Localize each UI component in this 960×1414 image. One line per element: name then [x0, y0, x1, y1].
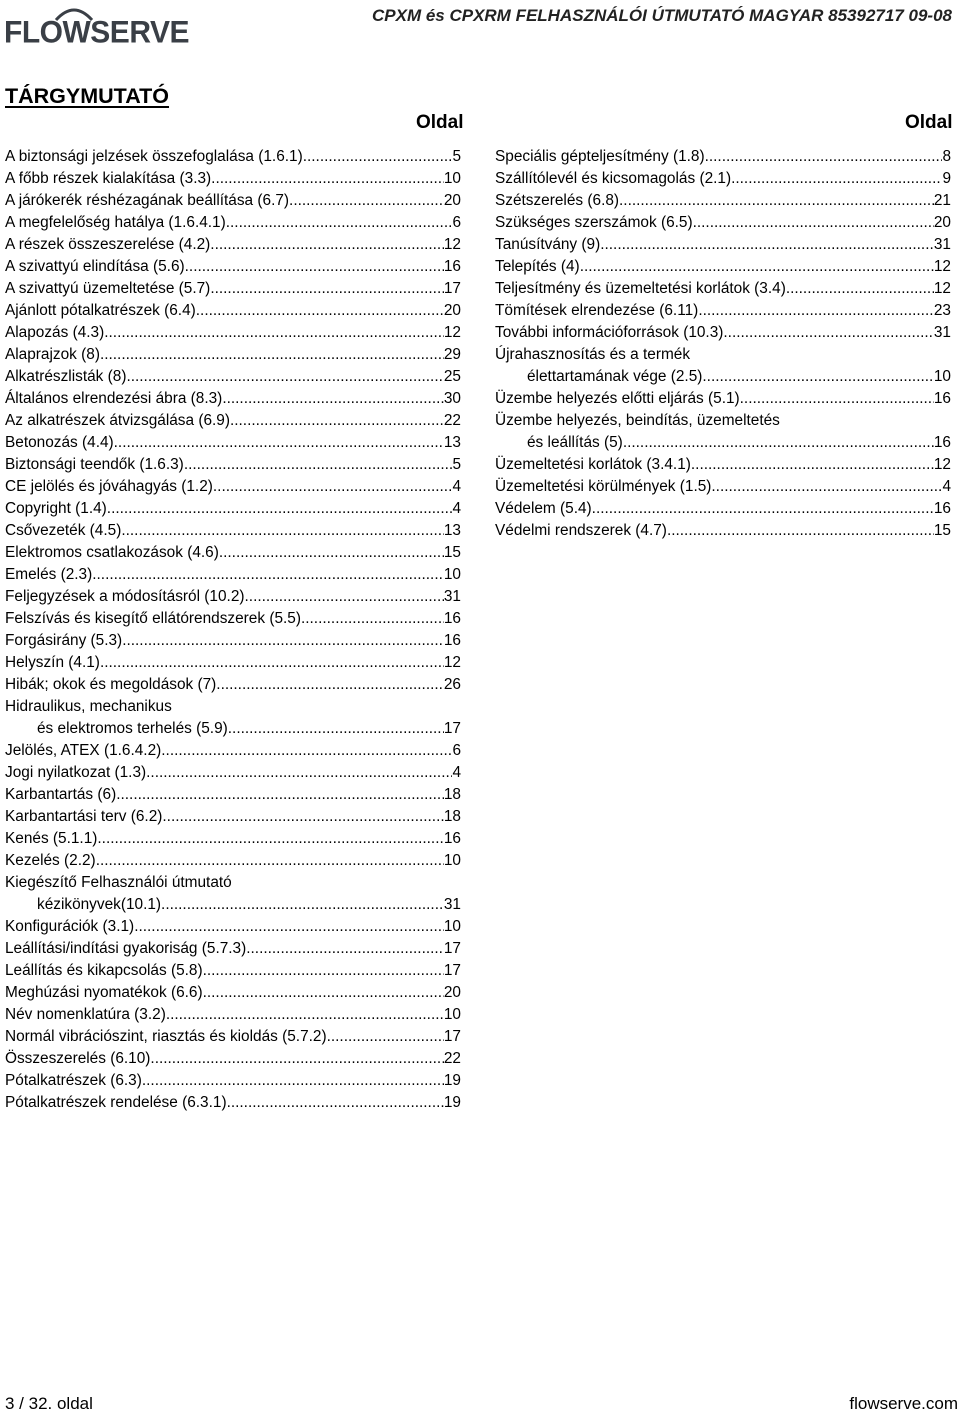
index-entry-page: 12	[443, 236, 461, 253]
index-entry	[5, 696, 461, 718]
index-entry	[5, 608, 461, 630]
footer-website: flowserve.com	[849, 1394, 958, 1413]
leader-dots	[619, 190, 934, 212]
index-entry-page: 16	[933, 500, 951, 517]
index-entry-label: Meghúzási nyomatékok (6.6)	[5, 984, 203, 1001]
index-entry	[495, 410, 951, 432]
leader-dots	[100, 652, 444, 674]
index-entry-page: 10	[443, 918, 461, 935]
leader-dots	[162, 806, 443, 828]
index-entry	[495, 278, 951, 300]
index-entry	[495, 388, 951, 410]
index-entry-label: és leállítás (5)	[527, 434, 623, 451]
leader-dots	[203, 982, 444, 1004]
index-entry-page: 20	[443, 192, 461, 209]
leader-dots	[705, 146, 943, 168]
index-entry-label: Karbantartási terv (6.2)	[5, 808, 163, 825]
index-entry	[495, 366, 951, 388]
leader-dots	[219, 542, 444, 564]
index-entry	[5, 212, 461, 234]
index-entry-page: 31	[443, 588, 461, 605]
index-entry-label: Teljesítmény és üzemeltetési korlátok (3.4)	[495, 280, 786, 297]
leader-dots	[184, 454, 453, 476]
leader-dots	[96, 850, 444, 872]
index-entry	[495, 454, 951, 476]
index-entry	[5, 806, 461, 828]
index-entry-page: 30	[443, 390, 461, 407]
leader-dots	[303, 146, 453, 168]
index-entry-page: 5	[452, 456, 461, 473]
index-entry	[5, 388, 461, 410]
index-entry	[5, 476, 461, 498]
leader-dots	[104, 322, 444, 344]
leader-dots	[693, 212, 934, 234]
index-entry-label: Védelmi rendszerek (4.7)	[495, 522, 667, 539]
index-entry-label: Üzemeltetési korlátok (3.4.1)	[495, 456, 691, 473]
leader-dots	[702, 366, 933, 388]
index-entry	[5, 454, 461, 476]
index-entry-label: CE jelölés és jóváhagyás (1.2)	[5, 478, 213, 495]
leader-dots	[227, 1092, 444, 1114]
index-entry	[5, 784, 461, 806]
index-entry	[5, 322, 461, 344]
index-entry-label: Hidraulikus, mechanikus	[5, 698, 172, 715]
index-entry-label: Hibák; okok és megoldások (7)	[5, 676, 217, 693]
leader-dots	[210, 234, 444, 256]
leader-dots	[623, 432, 934, 454]
index-entry-page: 10	[443, 852, 461, 869]
index-entry-page: 31	[933, 236, 951, 253]
leader-dots	[226, 212, 453, 234]
leader-dots	[731, 168, 942, 190]
index-entry	[5, 630, 461, 652]
index-entry-label: Üzemeltetési körülmények (1.5)	[495, 478, 712, 495]
index-entry-page: 29	[443, 346, 461, 363]
index-entry-page: 22	[443, 1050, 461, 1067]
index-entry-page: 10	[443, 170, 461, 187]
index-entry-label: Összeszerelés (6.10)	[5, 1050, 151, 1067]
index-entry-page: 17	[443, 940, 461, 957]
index-entry-page: 16	[443, 610, 461, 627]
index-entry-label: A főbb részek kialakítása (3.3)	[5, 170, 212, 187]
index-entry	[495, 498, 951, 520]
index-entry	[495, 520, 951, 542]
leader-dots	[203, 960, 444, 982]
index-entry-label: Üzembe helyezés, beindítás, üzemeltetés	[495, 412, 780, 429]
leader-dots	[580, 256, 934, 278]
index-entry-label: és elektromos terhelés (5.9)	[37, 720, 228, 737]
leader-dots	[185, 256, 444, 278]
index-entry-label: Védelem (5.4)	[495, 500, 592, 517]
index-entry	[5, 146, 461, 168]
leader-dots	[216, 674, 444, 696]
leader-dots	[723, 322, 933, 344]
index-entry-label: Speciális gépteljesítmény (1.8)	[495, 148, 705, 165]
index-entry-page: 18	[443, 786, 461, 803]
index-entry-page: 4	[452, 478, 461, 495]
index-entry-page: 15	[443, 544, 461, 561]
index-entry-label: A szivattyú elindítása (5.6)	[5, 258, 185, 275]
index-entry	[495, 256, 951, 278]
index-entry-label: Jelölés, ATEX (1.6.4.2)	[5, 742, 162, 759]
index-entry-page: 13	[443, 522, 461, 539]
leader-dots	[92, 564, 444, 586]
flowserve-logo	[4, 4, 189, 50]
leader-dots	[228, 718, 444, 740]
index-entry-page: 19	[443, 1072, 461, 1089]
leader-dots	[161, 740, 452, 762]
index-entry	[5, 168, 461, 190]
index-entry-page: 17	[443, 962, 461, 979]
leader-dots	[146, 762, 452, 784]
index-entry-page: 17	[443, 280, 461, 297]
index-entry-page: 25	[443, 368, 461, 385]
leader-dots	[592, 498, 934, 520]
index-entry-page: 12	[933, 280, 951, 297]
index-entry	[495, 234, 951, 256]
document-title: CPXM és CPXRM FELHASZNÁLÓI ÚTMUTATÓ MAGYAR 85392717 09-08	[371, 6, 952, 25]
leader-dots	[210, 278, 444, 300]
leader-dots	[121, 520, 444, 542]
index-entry-page: 31	[443, 896, 461, 913]
index-entry	[5, 432, 461, 454]
leader-dots	[600, 234, 934, 256]
index-entry-page: 20	[443, 984, 461, 1001]
index-entry	[5, 344, 461, 366]
index-entry	[495, 300, 951, 322]
index-entry-label: Karbantartás (6)	[5, 786, 117, 803]
index-entry-page: 17	[443, 1028, 461, 1045]
index-entry	[5, 1004, 461, 1026]
index-entry-page: 19	[443, 1094, 461, 1111]
index-entry-page: 8	[942, 148, 951, 165]
index-entry-page: 17	[443, 720, 461, 737]
index-entry-label: További információforrások (10.3)	[495, 324, 724, 341]
index-entry-label: Pótalkatrészek rendelése (6.3.1)	[5, 1094, 227, 1111]
index-entry-label: Leállítási/indítási gyakoriság (5.7.3)	[5, 940, 247, 957]
index-entry-page: 12	[443, 324, 461, 341]
index-entry-page: 4	[942, 478, 951, 495]
index-entry-page: 20	[443, 302, 461, 319]
leader-dots	[166, 1004, 444, 1026]
index-entry-label: Helyszín (4.1)	[5, 654, 100, 671]
index-entry	[5, 366, 461, 388]
index-entry-page: 12	[443, 654, 461, 671]
index-entry	[495, 344, 951, 366]
page-column-label-right: Oldal	[905, 112, 953, 133]
leader-dots	[222, 388, 444, 410]
index-entry-label: Biztonsági teendők (1.6.3)	[5, 456, 184, 473]
index-entry-label: Szükséges szerszámok (6.5)	[495, 214, 693, 231]
index-entry-page: 16	[443, 632, 461, 649]
index-entry-label: Ajánlott pótalkatrészek (6.4)	[5, 302, 196, 319]
leader-dots	[161, 894, 444, 916]
index-entry-label: Pótalkatrészek (6.3)	[5, 1072, 142, 1089]
index-entry-page: 16	[443, 258, 461, 275]
index-entry	[495, 432, 951, 454]
index-entry-page: 18	[443, 808, 461, 825]
leader-dots	[150, 1048, 443, 1070]
index-entry	[5, 410, 461, 432]
index-entry-label: Leállítás és kikapcsolás (5.8)	[5, 962, 203, 979]
index-entry-label: Copyright (1.4)	[5, 500, 107, 517]
index-entry	[5, 762, 461, 784]
index-entry-label: A megfelelőség hatálya (1.6.4.1)	[5, 214, 226, 231]
index-entry-page: 10	[443, 1006, 461, 1023]
index-entry	[5, 278, 461, 300]
index-entry-page: 23	[933, 302, 951, 319]
index-entry-page: 10	[443, 566, 461, 583]
footer-page-number: 3 / 32. oldal	[5, 1394, 93, 1413]
index-entry-page: 16	[933, 390, 951, 407]
index-entry-label: Elektromos csatlakozások (4.6)	[5, 544, 219, 561]
leader-dots	[245, 586, 444, 608]
index-entry-label: Szétszerelés (6.8)	[495, 192, 620, 209]
index-entry-label: Emelés (2.3)	[5, 566, 93, 583]
index-entry-page: 22	[443, 412, 461, 429]
leader-dots	[122, 630, 444, 652]
index-entry	[5, 982, 461, 1004]
index-entry	[5, 674, 461, 696]
index-entry-label: Kezelés (2.2)	[5, 852, 96, 869]
index-entry-label: kézikönyvek(10.1)	[37, 896, 162, 913]
index-entry	[5, 916, 461, 938]
leader-dots	[691, 454, 934, 476]
index-entry-page: 16	[443, 830, 461, 847]
index-entry-page: 4	[452, 764, 461, 781]
index-entry	[5, 256, 461, 278]
index-entry	[495, 322, 951, 344]
index-entry-page: 21	[933, 192, 951, 209]
index-entry-label: Felszívás és kisegítő ellátórendszerek (5.5)	[5, 610, 301, 627]
index-entry-page: 26	[443, 676, 461, 693]
index-entry	[5, 190, 461, 212]
index-entry	[5, 520, 461, 542]
leader-dots	[134, 916, 444, 938]
index-entry	[5, 586, 461, 608]
index-column-right	[495, 146, 951, 542]
index-entry-label: Konfigurációk (3.1)	[5, 918, 135, 935]
page-column-label-left: Oldal	[416, 112, 464, 133]
index-entry-label: A részek összeszerelése (4.2)	[5, 236, 211, 253]
leader-dots	[213, 476, 453, 498]
index-entry-label: Alaprajzok (8)	[5, 346, 100, 363]
index-entry-label: Kiegészítő Felhasználói útmutató	[5, 874, 232, 891]
index-entry-page: 10	[933, 368, 951, 385]
index-entry-page: 12	[933, 258, 951, 275]
leader-dots	[740, 388, 934, 410]
index-entry-label: Név nomenklatúra (3.2)	[5, 1006, 166, 1023]
index-entry-page: 15	[933, 522, 951, 539]
index-entry-label: Szállítólevél és kicsomagolás (2.1)	[495, 170, 732, 187]
index-entry-page: 16	[933, 434, 951, 451]
index-entry	[5, 850, 461, 872]
leader-dots	[116, 784, 444, 806]
index-entry	[5, 542, 461, 564]
index-entry-label: Általános elrendezési ábra (8.3)	[5, 390, 223, 407]
index-entry	[495, 212, 951, 234]
index-entry-label: A járókerék réshézagának beállítása (6.7)	[5, 192, 290, 209]
index-entry-page: 5	[452, 148, 461, 165]
leader-dots	[114, 432, 444, 454]
index-entry-page: 9	[942, 170, 951, 187]
index-entry-label: Újrahasznosítás és a termék	[495, 346, 691, 363]
index-entry-page: 6	[452, 214, 461, 231]
leader-dots	[301, 608, 444, 630]
leader-dots	[289, 190, 444, 212]
index-entry-label: Normál vibrációszint, riasztás és kioldás (5.7.2)	[5, 1028, 327, 1045]
index-entry	[5, 1070, 461, 1092]
index-entry-label: Kenés (5.1.1)	[5, 830, 98, 847]
index-entry-label: A biztonsági jelzések összefoglalása (1.6.1)	[5, 148, 303, 165]
index-entry	[5, 1048, 461, 1070]
index-entry	[5, 894, 461, 916]
index-entry-label: Jogi nyilatkozat (1.3)	[5, 764, 147, 781]
index-entry	[5, 652, 461, 674]
index-entry	[495, 168, 951, 190]
index-entry-label: Telepítés (4)	[495, 258, 580, 275]
leader-dots	[327, 1026, 444, 1048]
index-entry	[495, 476, 951, 498]
leader-dots	[100, 344, 444, 366]
leader-dots	[246, 938, 444, 960]
index-heading: TÁRGYMUTATÓ	[5, 84, 170, 108]
index-entry-page: 13	[443, 434, 461, 451]
index-entry-label: Feljegyzések a módosításról (10.2)	[5, 588, 245, 605]
index-entry	[495, 146, 951, 168]
index-entry-label: Alkatrészlisták (8)	[5, 368, 127, 385]
leader-dots	[211, 168, 444, 190]
index-entry	[5, 872, 461, 894]
index-entry-label: Betonozás (4.4)	[5, 434, 114, 451]
leader-dots	[196, 300, 444, 322]
index-entry-label: élettartamának vége (2.5)	[527, 368, 703, 385]
leader-dots	[142, 1070, 444, 1092]
index-entry	[5, 828, 461, 850]
leader-dots	[126, 366, 443, 388]
index-entry-label: Alapozás (4.3)	[5, 324, 105, 341]
index-entry	[5, 234, 461, 256]
index-entry	[5, 740, 461, 762]
index-entry-label: Az alkatrészek átvizsgálása (6.9)	[5, 412, 230, 429]
index-entry-page: 20	[933, 214, 951, 231]
index-entry-label: Tömítések elrendezése (6.11)	[495, 302, 699, 319]
index-entry-label: Forgásirány (5.3)	[5, 632, 123, 649]
index-entry	[5, 498, 461, 520]
index-entry-label: A szivattyú üzemeltetése (5.7)	[5, 280, 211, 297]
leader-dots	[97, 828, 443, 850]
leader-dots	[107, 498, 453, 520]
leader-dots	[667, 520, 934, 542]
index-entry-label: Csővezeték (4.5)	[5, 522, 122, 539]
index-entry-label: Tanúsítvány (9)	[495, 236, 601, 253]
index-entry	[5, 1026, 461, 1048]
index-entry	[5, 300, 461, 322]
index-entry	[495, 190, 951, 212]
index-entry-page: 6	[452, 742, 461, 759]
index-entry-page: 31	[933, 324, 951, 341]
leader-dots	[230, 410, 444, 432]
index-entry-page: 12	[933, 456, 951, 473]
index-entry	[5, 1092, 461, 1114]
index-entry-page: 4	[452, 500, 461, 517]
index-entry	[5, 960, 461, 982]
logo-text: FLOWSERVE	[4, 15, 189, 50]
index-entry	[5, 938, 461, 960]
leader-dots	[711, 476, 942, 498]
leader-dots	[786, 278, 934, 300]
leader-dots	[698, 300, 934, 322]
index-entry	[5, 564, 461, 586]
index-column-left	[5, 146, 461, 1114]
index-entry-label: Üzembe helyezés előtti eljárás (5.1)	[495, 390, 740, 407]
index-entry	[5, 718, 461, 740]
